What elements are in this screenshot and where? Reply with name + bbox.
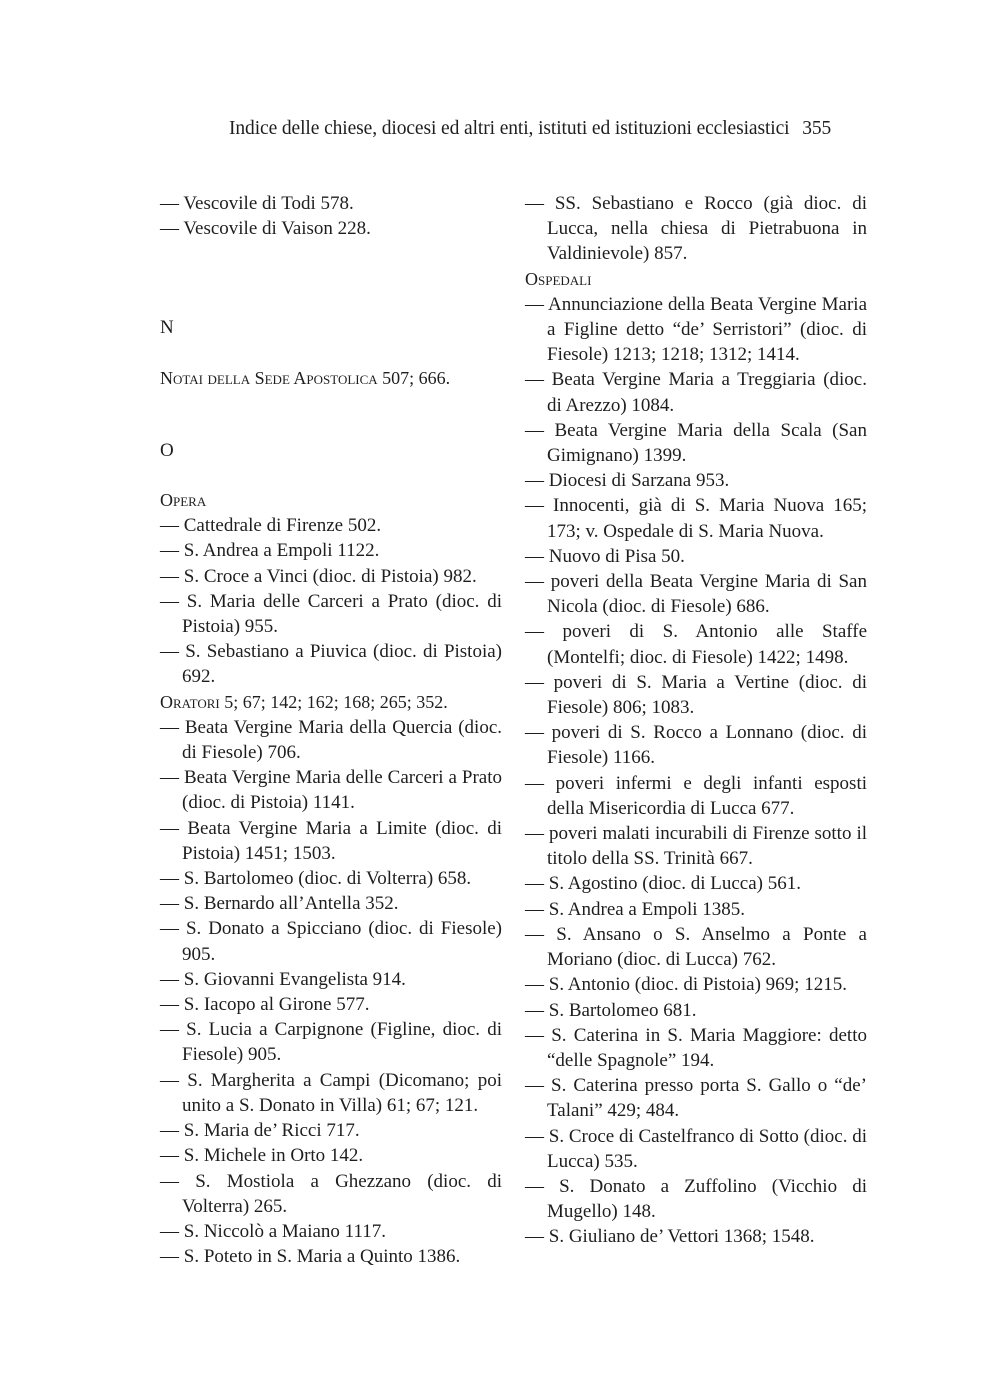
page-number: 355 (802, 118, 832, 139)
right-column (525, 191, 867, 1250)
index-entry: — Beata Vergine Maria a Limite (dioc. di Pistoia) 1451; 1503. (160, 817, 502, 864)
index-entry: — S. Giovanni Evangelista 914. (160, 968, 406, 990)
section-letter-o: O (160, 439, 174, 461)
index-entry: — Vescovile di Vaison 228. (160, 218, 371, 240)
index-entry: — Diocesi di Sarzana 953. (525, 470, 730, 492)
index-entry: — poveri malati incurabili di Firenze sotto il titolo della SS. Trinità 667. (525, 823, 867, 870)
index-entry: — Beata Vergine Maria della Quercia (dioc. di Fiesole) 706. (160, 716, 502, 764)
index-entry: — S. Andrea a Empoli 1385. (525, 898, 746, 920)
index-entry: — Beata Vergine Maria delle Carceri a Prato (dioc. di Pistoia) 1141. (160, 767, 502, 814)
index-entry: — S. Caterina presso porta S. Gallo o “de’ Talani” 429; 484. (525, 1075, 867, 1122)
running-head (229, 118, 869, 140)
index-entry: — Beata Vergine Maria della Scala (San Gimignano) 1399. (525, 419, 867, 467)
index-entry: — S. Sebastiano a Piuvica (dioc. di Pistoia) 692. (160, 641, 502, 688)
index-entry: — S. Maria de’ Ricci 717. (160, 1120, 360, 1142)
index-entry: — S. Agostino (dioc. di Lucca) 561. (525, 873, 801, 895)
index-entry: — S. Michele in Orto 142. (160, 1145, 364, 1167)
running-head-title: Indice delle chiese, diocesi ed altri enti, istituti ed istituzioni ecclesiastici (229, 118, 790, 139)
index-heading: Oratori 5; 67; 142; 162; 168; 265; 352. (160, 691, 448, 712)
index-entry: — poveri infermi e degli infanti esposti della Misericordia di Lucca 677. (525, 772, 867, 819)
index-entry: — Beata Vergine Maria a Treggiaria (dioc. di Arezzo) 1084. (525, 369, 867, 416)
index-entry: — poveri di S. Rocco a Lonnano (dioc. di Fiesole) 1166. (525, 722, 867, 769)
index-entry: — Innocenti, già di S. Maria Nuova 165; 173; v. Ospedale di S. Maria Nuova. (525, 495, 867, 542)
section-letter-n: N (160, 317, 174, 339)
index-entry: — S. Giuliano de’ Vettori 1368; 1548. (525, 1226, 815, 1248)
index-entry: — S. Niccolò a Maiano 1117. (160, 1220, 387, 1242)
index-entry: — S. Bartolomeo 681. (525, 999, 697, 1021)
index-entry: — S. Bernardo all’Antella 352. (160, 893, 399, 915)
index-entry: — Nuovo di Pisa 50. (525, 545, 685, 567)
index-entry: — poveri di S. Antonio alle Staffe (Montelfi; dioc. di Fiesole) 1422; 1498. (525, 621, 867, 668)
index-entry: — SS. Sebastiano e Rocco (già dioc. di Lucca, nella chiesa di Pietrabuona in Valdinievole) 857. (525, 193, 867, 265)
index-entry: — poveri della Beata Vergine Maria di San Nicola (dioc. di Fiesole) 686. (525, 571, 867, 618)
index-entry: — S. Mostiola a Ghezzano (dioc. di Volterra) 265. (160, 1170, 502, 1217)
index-entry: — S. Maria delle Carceri a Prato (dioc. di Pistoia) 955. (160, 590, 502, 638)
index-entry: — S. Lucia a Carpignone (Figline, dioc. di Fiesole) 905. (160, 1019, 502, 1066)
index-entry: — Annunciazione della Beata Vergine Maria a Figline detto “de’ Serristori” (dioc. di Fiesole) 1213; 1218; 1312; 1414. (525, 293, 867, 366)
index-heading: Notai della Sede Apostolica 507; 666. (160, 367, 451, 388)
index-entry: — Cattedrale di Firenze 502. (160, 515, 382, 537)
index-entry: — S. Croce di Castelfranco di Sotto (dioc. di Lucca) 535. (525, 1125, 867, 1172)
left-column (160, 191, 502, 1269)
index-entry: — S. Croce a Vinci (dioc. di Pistoia) 982. (160, 565, 477, 587)
index-entry: — S. Antonio (dioc. di Pistoia) 969; 1215. (525, 974, 847, 996)
index-entry: — S. Bartolomeo (dioc. di Volterra) 658. (160, 868, 472, 890)
index-entry: — S. Poteto in S. Maria a Quinto 1386. (160, 1246, 461, 1268)
index-heading: Ospedali (525, 268, 592, 289)
index-entry: — S. Andrea a Empoli 1122. (160, 540, 380, 562)
index-entry: — S. Ansano o S. Anselmo a Ponte a Moriano (dioc. di Lucca) 762. (525, 923, 867, 971)
index-entry: — Vescovile di Todi 578. (160, 193, 354, 214)
index-entry: — S. Caterina in S. Maria Maggiore: detto “delle Spagnole” 194. (525, 1024, 867, 1071)
index-heading: Opera (160, 490, 207, 511)
index-entry: — S. Iacopo al Girone 577. (160, 994, 370, 1016)
index-entry: — S. Margherita a Campi (Dicomano; poi unito a S. Donato in Villa) 61; 67; 121. (160, 1069, 502, 1116)
index-entry: — poveri di S. Maria a Vertine (dioc. di Fiesole) 806; 1083. (525, 671, 867, 719)
index-entry: — S. Donato a Spicciano (dioc. di Fiesole) 905. (160, 918, 502, 965)
index-entry: — S. Donato a Zuffolino (Vicchio di Mugello) 148. (525, 1175, 867, 1223)
